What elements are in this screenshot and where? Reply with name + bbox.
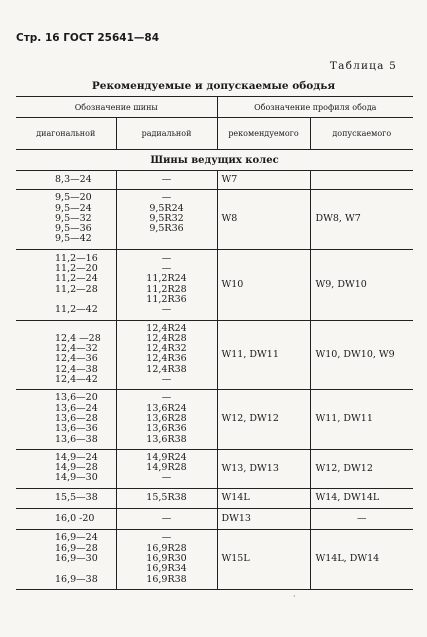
diagonal-tire-cell-line: 13,6—38: [55, 433, 98, 445]
radial-tire-cell-line: —: [161, 513, 172, 525]
permitted-rim-cell: W10, DW10, W9: [310, 320, 413, 390]
table-row: [16, 390, 413, 449]
table-number-label: Таблица 5: [329, 60, 397, 72]
radial-tire-cell-line: —: [161, 392, 172, 404]
diagonal-tire-cell: [16, 320, 116, 390]
radial-tire-cell-line: 13,6R28: [146, 412, 187, 424]
diagonal-tire-cell-line: 16,9—24: [55, 532, 98, 544]
radial-tire-cell-line: 16,9R28: [146, 542, 187, 554]
diagonal-tire-cell-line: 11,2—16: [55, 252, 98, 264]
diagonal-tire-cell-line: 9,5—36: [55, 223, 92, 235]
radial-tire-cell-line: 14,9R28: [146, 462, 187, 474]
section-row: [16, 150, 413, 171]
radial-tire-cell-line: 11,2R28: [146, 283, 187, 295]
radial-tire-cell-line: 15,5R38: [146, 491, 187, 503]
rim-profile-header: Обозначение профиля обода: [217, 97, 413, 118]
diagonal-tire-cell-line: 13,6—36: [55, 423, 98, 435]
diagonal-tire-cell-line: 14,9—28: [55, 462, 98, 474]
diagonal-tire-cell-line: 12,4—32: [55, 343, 98, 355]
table-header: [16, 97, 413, 150]
page-dot: ·: [293, 592, 296, 601]
radial-tire-cell-line: —: [161, 472, 172, 484]
diagonal-tire-cell-line: 16,9—28: [55, 542, 98, 554]
table-row: [16, 449, 413, 488]
permitted-rim-cell: W9, DW10: [310, 249, 413, 320]
diagonal-tire-cell-line: 9,5—42: [55, 233, 92, 245]
tire-designation-header: Обозначение шины: [16, 97, 217, 118]
radial-tire-cell-line: 12,4R28: [146, 332, 187, 344]
radial-tire-cell-line: 16,9R34: [146, 563, 187, 575]
radial-tire-cell-line: —: [161, 374, 172, 386]
recommended-column-header: рекомендуемого: [217, 118, 310, 150]
diagonal-tire-cell-line: 9,5—20: [55, 192, 92, 204]
recommended-rim-cell: DW13: [217, 509, 310, 530]
recommended-rim-cell: W15L: [217, 530, 310, 589]
radial-tire-cell-line: 14,9R24: [146, 451, 187, 463]
radial-tire-cell-line: —: [161, 252, 172, 264]
permitted-rim-cell: W14, DW14L: [310, 488, 413, 508]
radial-tire-cell-line: —: [161, 532, 172, 544]
table-body: [16, 150, 413, 590]
diagonal-tire-cell-line: 9,5—24: [55, 202, 92, 214]
radial-tire-cell-line: —: [161, 192, 172, 204]
diagonal-tire-cell-line: 13,6—28: [55, 412, 98, 424]
diagonal-tire-cell: [16, 530, 116, 589]
diagonal-tire-cell-line: 15,5—38: [55, 491, 98, 503]
diagonal-tire-cell-line: 11,2—24: [55, 273, 98, 285]
radial-tire-cell-line: 11,2R24: [146, 273, 187, 285]
diagonal-tire-cell-line: 14,9—30: [55, 472, 98, 484]
diagonal-tire-cell-line: 9,5—32: [55, 212, 92, 224]
diagonal-tire-cell-line: 16,9—38: [55, 573, 98, 585]
table-row: [16, 249, 413, 320]
diagonal-tire-cell-line: 13,6—24: [55, 402, 98, 414]
permitted-rim-cell: [310, 171, 413, 190]
diagonal-tire-cell: [16, 488, 116, 508]
radial-tire-cell: [116, 190, 217, 249]
radial-tire-cell-line: 9,5R24: [149, 202, 184, 214]
diagonal-column-header: диагональной: [16, 118, 116, 150]
recommended-rim-cell: W13, DW13: [217, 449, 310, 488]
table-row: [16, 488, 413, 508]
diagonal-tire-cell-line: 12,4 —28: [55, 332, 101, 344]
radial-tire-cell-line: 13,6R24: [146, 402, 187, 414]
radial-tire-cell-line: —: [161, 263, 172, 275]
radial-tire-cell-line: 12,4R38: [146, 363, 187, 375]
table-row: [16, 530, 413, 589]
recommended-rim-cell: W11, DW11: [217, 320, 310, 390]
page-header: Стр. 16 ГОСТ 25641—84: [16, 32, 160, 44]
radial-tire-cell-line: 12,4R32: [146, 343, 187, 355]
radial-tire-cell-line: 13,6R38: [146, 433, 187, 445]
radial-tire-cell-line: 11,2R36: [146, 293, 187, 305]
permitted-rim-cell: W11, DW11: [310, 390, 413, 449]
recommended-rim-cell: W14L: [217, 488, 310, 508]
radial-tire-cell: [116, 509, 217, 530]
radial-tire-cell: [116, 320, 217, 390]
diagonal-tire-cell-line: 11,2—28: [55, 283, 98, 295]
radial-tire-cell-line: —: [161, 174, 172, 185]
radial-tire-cell: [116, 249, 217, 320]
radial-tire-cell-line: 16,9R38: [146, 573, 187, 585]
diagonal-tire-cell-line: [55, 564, 116, 574]
radial-tire-cell: [116, 530, 217, 589]
recommended-rim-cell: W7: [217, 171, 310, 190]
diagonal-tire-cell-line: 16,9—30: [55, 552, 98, 564]
permitted-rim-cell: W14L, DW14: [310, 530, 413, 589]
diagonal-tire-cell-line: 12,4—36: [55, 353, 98, 365]
diagonal-tire-cell-line: 11,2—42: [55, 304, 98, 316]
radial-column-header: радиальной: [116, 118, 217, 150]
diagonal-tire-cell-line: 14,9—24: [55, 451, 98, 463]
recommended-rim-cell: W12, DW12: [217, 390, 310, 449]
diagonal-tire-cell: [16, 190, 116, 249]
table-row: [16, 171, 413, 190]
radial-tire-cell: [116, 171, 217, 190]
permitted-rim-cell: —: [310, 509, 413, 530]
recommended-rim-cell: W8: [217, 190, 310, 249]
radial-tire-cell: [116, 390, 217, 449]
rims-table: [16, 96, 413, 590]
diagonal-tire-cell-line: 16,0 -20: [55, 513, 95, 525]
radial-tire-cell-line: 9,5R32: [149, 212, 184, 224]
table-title: Рекомендуемые и допускаемые ободья: [91, 80, 336, 92]
diagonal-tire-cell-line: 12,4—42: [55, 374, 98, 386]
radial-tire-cell-line: 12,4R36: [146, 353, 187, 365]
radial-tire-cell-line: 16,9R30: [146, 552, 187, 564]
permitted-column-header: допускаемого: [310, 118, 413, 150]
diagonal-tire-cell-line: 12,4—38: [55, 363, 98, 375]
diagonal-tire-cell: [16, 390, 116, 449]
table-row: [16, 509, 413, 530]
diagonal-tire-cell: [16, 249, 116, 320]
diagonal-tire-cell: [16, 449, 116, 488]
radial-tire-cell-line: 13,6R36: [146, 423, 187, 435]
table-row: [16, 190, 413, 249]
radial-tire-cell: [116, 488, 217, 508]
radial-tire-cell-line: 12,4R24: [146, 322, 187, 334]
radial-tire-cell-line: —: [161, 304, 172, 316]
radial-tire-cell-line: 9,5R36: [149, 223, 184, 235]
permitted-rim-cell: W12, DW12: [310, 449, 413, 488]
diagonal-tire-cell: [16, 509, 116, 530]
diagonal-tire-cell-line: 13,6—20: [55, 392, 98, 404]
table-row: [16, 320, 413, 390]
section-title: Шины ведущих колес: [16, 150, 413, 171]
radial-tire-cell: [116, 449, 217, 488]
diagonal-tire-cell-line: 8,3—24: [55, 174, 92, 185]
radial-tire-cell-line: [117, 234, 217, 244]
permitted-rim-cell: DW8, W7: [310, 190, 413, 249]
diagonal-tire-cell-line: 11,2—20: [55, 263, 98, 275]
diagonal-tire-cell: [16, 171, 116, 190]
recommended-rim-cell: W10: [217, 249, 310, 320]
